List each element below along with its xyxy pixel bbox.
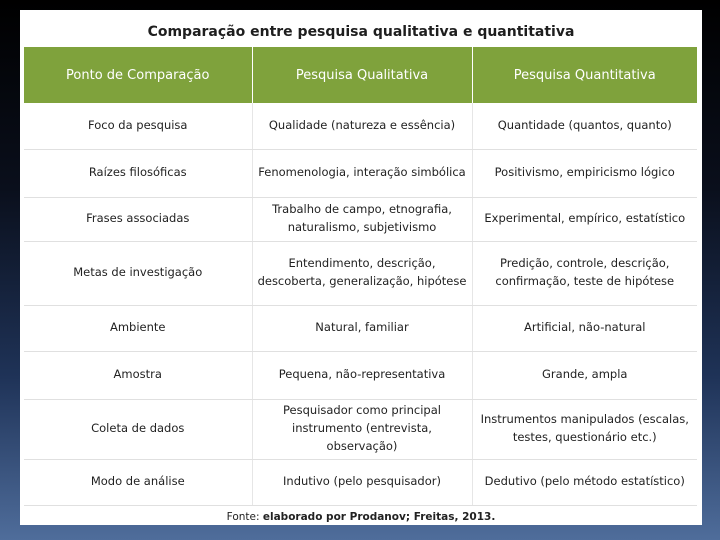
table-cell: Foco da pesquisa — [24, 103, 252, 149]
table-row — [24, 241, 697, 305]
table-cell: Pequena, não-representativa — [252, 351, 472, 399]
table-row — [24, 149, 697, 197]
header-ponto: Ponto de Comparação — [24, 47, 252, 103]
table-cell: Metas de investigação — [24, 241, 252, 305]
table-cell: Trabalho de campo, etnografia, naturalismo, subjetivismo — [252, 197, 472, 241]
table-cell: Qualidade (natureza e essência) — [252, 103, 472, 149]
table-cell: Instrumentos manipulados (escalas, testes, questionário etc.) — [472, 399, 697, 459]
table-row — [24, 103, 697, 149]
header-quantitativa: Pesquisa Quantitativa — [472, 47, 697, 103]
table-cell: Experimental, empírico, estatístico — [472, 197, 697, 241]
table-row — [24, 459, 697, 505]
table-cell: Entendimento, descrição, descoberta, generalização, hipótese — [252, 241, 472, 305]
table-row — [24, 399, 697, 459]
table-cell: Ambiente — [24, 305, 252, 351]
table-row — [24, 197, 697, 241]
table-cell: Predição, controle, descrição, confirmação, teste de hipótese — [472, 241, 697, 305]
table-cell: Pesquisador como principal instrumento (entrevista, observação) — [252, 399, 472, 459]
table-row — [24, 305, 697, 351]
table-row — [24, 351, 697, 399]
footer-text: elaborado por Prodanov; Freitas, 2013. — [262, 511, 496, 523]
table-cell: Natural, familiar — [252, 305, 472, 351]
footer-label: Fonte: — [226, 511, 260, 523]
table-cell: Artificial, não-natural — [472, 305, 697, 351]
table-cell: Frases associadas — [24, 197, 252, 241]
table-cell: Dedutivo (pelo método estatístico) — [472, 459, 697, 505]
table-cell: Raízes filosóficas — [24, 149, 252, 197]
header-qualitativa: Pesquisa Qualitativa — [252, 47, 472, 103]
table-cell: Indutivo (pelo pesquisador) — [252, 459, 472, 505]
slide — [20, 10, 702, 525]
slide-title: Comparação entre pesquisa qualitativa e quantitativa — [147, 24, 575, 40]
table-header-row — [24, 47, 697, 103]
comparison-table — [24, 47, 697, 506]
table-cell: Modo de análise — [24, 459, 252, 505]
table-cell: Grande, ampla — [472, 351, 697, 399]
table-cell: Coleta de dados — [24, 399, 252, 459]
source-footer — [20, 511, 702, 523]
table-cell: Amostra — [24, 351, 252, 399]
table-cell: Quantidade (quantos, quanto) — [472, 103, 697, 149]
table-cell: Positivismo, empiricismo lógico — [472, 149, 697, 197]
table-cell: Fenomenologia, interação simbólica — [252, 149, 472, 197]
